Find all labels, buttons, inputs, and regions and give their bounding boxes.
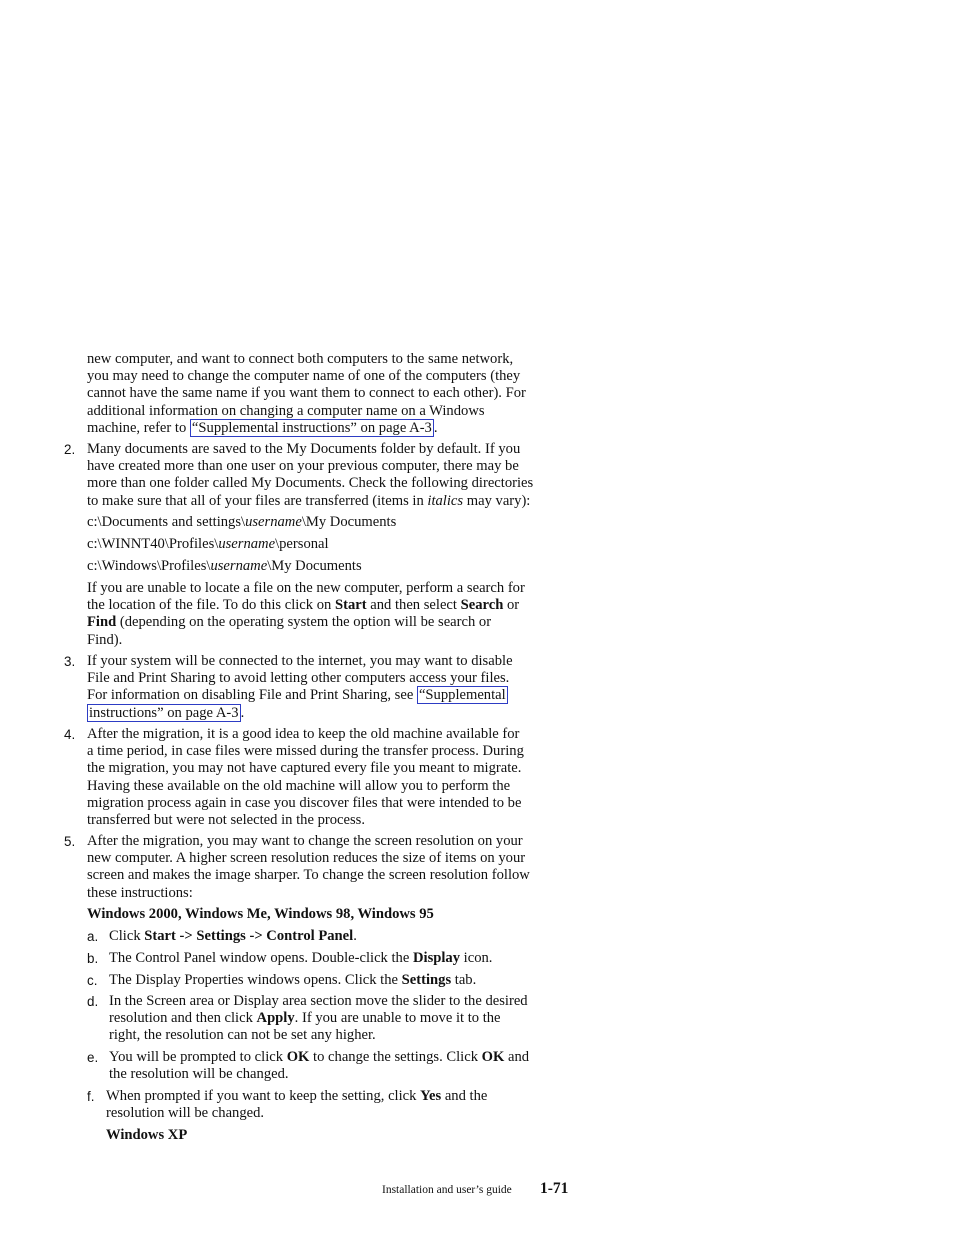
punctuation: . [240, 704, 245, 721]
sub-letter: e. [87, 1050, 99, 1065]
bold-text: Apply [256, 1010, 295, 1027]
text-line: resolution will be changed. [106, 1105, 265, 1122]
bold-text: Settings [401, 972, 452, 988]
bold-text: OK [286, 1049, 310, 1065]
step-e [109, 1049, 569, 1083]
text-line: a time period, in case files were missed during the transfer process. During [87, 743, 524, 760]
path-prefix: c:\WINNT40\Profiles\ [87, 536, 219, 552]
text-line: Many documents are saved to the My Documents folder by default. If you [87, 441, 521, 457]
text-span: and then select [366, 597, 461, 614]
text-line: new computer, and want to connect both computers to the same network, [87, 351, 514, 367]
text-line: have created more than one user on your previous computer, there may be [87, 458, 519, 475]
path-username: username [210, 558, 268, 574]
text-line: After the migration, it is a good idea to keep the old machine available for [87, 726, 520, 742]
text-line: In the Screen area or Display area section move the slider to the desired [109, 993, 528, 1009]
heading-text: Windows 2000, Windows Me, Windows 98, Windows 95 [87, 906, 434, 922]
step-d [109, 993, 569, 1045]
list-number: 4. [64, 727, 76, 742]
text-span: and [504, 1049, 530, 1065]
text-span: resolution and then click [109, 1010, 257, 1027]
text-line: migration process again in case you discover files that were intended to be [87, 794, 522, 811]
sub-letter: b. [87, 951, 99, 966]
list-number: 5. [64, 834, 76, 849]
list-number: 2. [64, 442, 76, 457]
section-heading [106, 1127, 566, 1144]
text-line: cannot have the same name if you want them to connect to each other). For [87, 385, 526, 402]
text-line: these instructions: [87, 884, 193, 901]
path-suffix: \personal [275, 536, 329, 552]
bold-text: Start -> Settings -> Control Panel [144, 928, 354, 944]
bold-find: Find [87, 614, 117, 631]
bold-text: Display [412, 950, 461, 966]
supplemental-instructions-link[interactable]: “Supplemental instructions” on page A-3 [191, 419, 432, 436]
item2-paragraph [87, 441, 569, 510]
path-prefix: c:\Windows\Profiles\ [87, 558, 211, 574]
text-line: Find). [87, 631, 123, 648]
text-span: . [353, 928, 357, 944]
item3-paragraph [87, 653, 569, 722]
path-username: username [218, 536, 276, 552]
text-span: (depending on the operating system the option will be search or [116, 614, 492, 631]
step-b [109, 950, 569, 967]
text-span: You will be prompted to click [109, 1049, 287, 1065]
text-line: right, the resolution can not be set any higher. [109, 1027, 376, 1044]
text-line: screen and makes the image sharper. To change the screen resolution follow [87, 867, 530, 884]
text-span: The Control Panel window opens. Double-click the [109, 950, 413, 966]
path-prefix: c:\Documents and settings\ [87, 514, 246, 530]
step-f [106, 1088, 566, 1122]
path-line [87, 558, 569, 575]
text-line: machine, refer to [87, 419, 190, 436]
text-span: tab. [451, 972, 477, 988]
text-line: After the migration, you may want to change the screen resolution on your [87, 833, 523, 849]
bold-start: Start [334, 597, 367, 614]
text-line: to make sure that all of your files are transferred (items in [87, 492, 428, 509]
step-c [109, 972, 569, 989]
text-line: transferred but were not selected in the process. [87, 812, 365, 829]
sub-letter: d. [87, 994, 99, 1009]
text-line: Having these available on the old machine will allow you to perform the [87, 777, 511, 794]
text-span: Click [109, 928, 145, 944]
text-span: For information on disabling File and Print Sharing, see [87, 687, 417, 704]
text-line: additional information on changing a computer name on a Windows [87, 402, 485, 419]
page-number: 1-71 [540, 1180, 569, 1197]
text-span: icon. [460, 950, 493, 966]
path-line [87, 536, 569, 553]
sub-letter: f. [87, 1089, 95, 1104]
bold-text: Yes [420, 1088, 442, 1104]
search-paragraph [87, 580, 569, 649]
text-span: When prompted if you want to keep the setting, click [106, 1088, 421, 1104]
sub-letter: a. [87, 929, 99, 944]
item1-continuation [87, 351, 569, 437]
text-line: more than one folder called My Documents. Check the following directories [87, 475, 534, 492]
text-span: to change the settings. Click [309, 1049, 482, 1065]
list-number: 3. [64, 654, 76, 669]
text-span: The Display Properties windows opens. Click the [109, 972, 402, 988]
path-suffix: \My Documents [267, 558, 362, 574]
section-heading [87, 906, 569, 923]
step-a [109, 928, 569, 945]
text-span: the location of the file. To do this click on [87, 597, 335, 614]
heading-text: Windows XP [106, 1127, 188, 1143]
path-suffix: \My Documents [301, 514, 397, 530]
text-line: you may need to change the computer name of one of the computers (they [87, 368, 521, 385]
text-line: the resolution will be changed. [109, 1066, 289, 1083]
supplemental-instructions-link[interactable]: “Supplemental [418, 687, 506, 704]
bold-search: Search [460, 597, 504, 614]
text-line: the migration, you may not have captured every file you meant to migrate. [87, 760, 522, 777]
punctuation: . [433, 419, 438, 436]
text-line: If your system will be connected to the internet, you may want to disable [87, 653, 513, 669]
text-line: new computer. A higher screen resolution reduces the size of items on your [87, 850, 526, 867]
italic-text: italics [427, 492, 464, 509]
text-line: If you are unable to locate a file on the new computer, perform a search for [87, 580, 525, 596]
text-span: and the [441, 1088, 488, 1104]
text-line: may vary): [463, 492, 531, 509]
footer-label: Installation and user’s guide [382, 1184, 512, 1196]
item4-paragraph [87, 726, 569, 829]
supplemental-instructions-link[interactable]: instructions” on page A-3 [89, 704, 239, 721]
sub-letter: c. [87, 973, 98, 988]
text-span: or [503, 597, 520, 614]
path-line [87, 514, 569, 531]
path-username: username [245, 514, 302, 530]
text-span: . If you are unable to move it to the [294, 1010, 501, 1027]
bold-text: OK [481, 1049, 505, 1065]
item5-paragraph [87, 833, 569, 902]
text-line: File and Print Sharing to avoid letting other computers access your files. [87, 670, 510, 687]
